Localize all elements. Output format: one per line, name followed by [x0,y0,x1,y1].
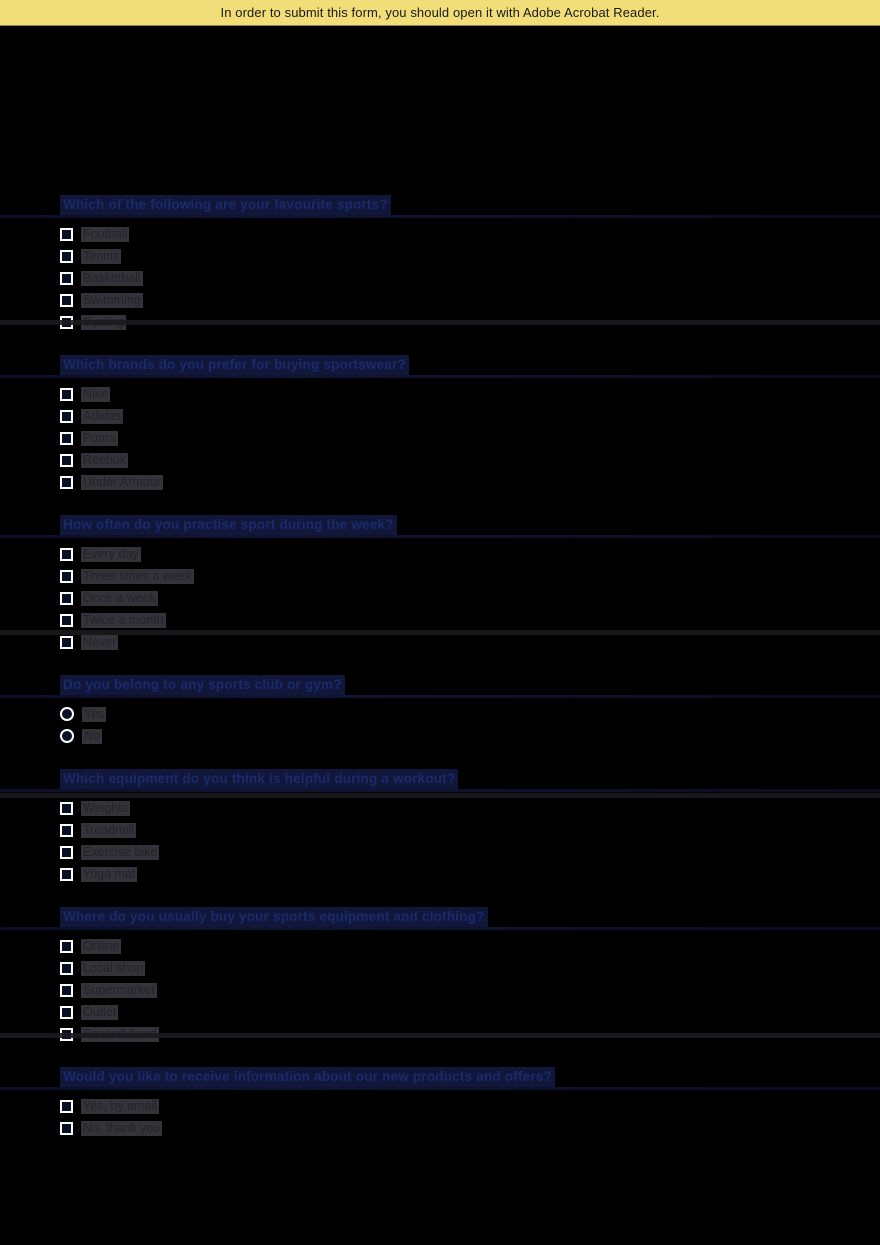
checkbox[interactable] [60,454,73,467]
option-label: Online [83,938,120,953]
option-row[interactable] [60,819,880,841]
section-divider [0,215,880,218]
scan-artifact-band [0,630,880,635]
option-row[interactable] [60,797,880,819]
question-title-row [60,675,880,697]
form-questions-container [0,195,880,1161]
question-title-row [60,769,880,791]
checkbox[interactable] [60,410,73,423]
checkbox[interactable] [60,1006,73,1019]
question-block [0,355,880,493]
section-divider [0,535,880,538]
question-title-row [60,515,880,537]
option-label: Weights [83,800,128,815]
question-title: Which equipment do you think is helpful during a workout? [60,769,458,789]
option-row[interactable] [60,267,880,289]
option-list [60,703,880,747]
checkbox[interactable] [60,228,73,241]
option-label: Nike [83,386,109,401]
option-list [60,223,880,333]
option-label: Twice a month [83,612,164,627]
option-label: Every day [83,546,139,561]
checkbox[interactable] [60,940,73,953]
option-row[interactable] [60,979,880,1001]
question-title-row [60,907,880,929]
option-row[interactable] [60,223,880,245]
question-title-row [60,355,880,377]
option-label: No, thank you [83,1120,161,1135]
question-title: Do you belong to any sports club or gym? [60,675,345,695]
checkbox[interactable] [60,846,73,859]
option-row[interactable] [60,1095,880,1117]
acrobat-notification-bar [0,0,880,26]
checkbox[interactable] [60,984,73,997]
question-block [0,195,880,333]
option-list [60,543,880,653]
option-row[interactable] [60,427,880,449]
option-label: Reebok [83,452,127,467]
checkbox[interactable] [60,636,73,649]
section-divider [0,789,880,792]
option-row[interactable] [60,703,880,725]
option-row[interactable] [60,565,880,587]
question-title: Would you like to receive information about our new products and offers? [60,1067,555,1087]
scan-artifact-band [0,793,880,798]
checkbox[interactable] [60,388,73,401]
option-label: Under Armour [83,474,161,489]
checkbox[interactable] [60,1122,73,1135]
option-row[interactable] [60,449,880,471]
checkbox[interactable] [60,1100,73,1113]
option-label: Outlet [83,1004,117,1019]
option-label: Adidas [83,408,122,423]
section-divider [0,375,880,378]
option-row[interactable] [60,609,880,631]
option-row[interactable] [60,383,880,405]
option-row[interactable] [60,863,880,885]
question-block [0,1067,880,1139]
option-row[interactable] [60,1001,880,1023]
checkbox[interactable] [60,476,73,489]
option-label: Yes [84,706,105,721]
option-label: Football [83,226,128,241]
option-row[interactable] [60,935,880,957]
checkbox[interactable] [60,294,73,307]
option-label: Yoga mat [83,866,136,881]
question-block [0,769,880,885]
radio-button[interactable] [60,729,74,743]
option-label: Exercise bike [83,844,158,859]
radio-button[interactable] [60,707,74,721]
pdf-page [0,27,880,1245]
option-label: Never [83,634,117,649]
option-list [60,797,880,885]
scan-artifact-band [0,1033,880,1038]
option-list [60,935,880,1045]
option-list [60,383,880,493]
checkbox[interactable] [60,868,73,881]
option-row[interactable] [60,289,880,311]
notification-message: In order to submit this form, you should open it with Adobe Acrobat Reader. [220,5,660,20]
question-title: Where do you usually buy your sports equipment and clothing? [60,907,488,927]
option-label: Once a week [83,590,156,605]
option-label: No [84,728,100,743]
checkbox[interactable] [60,802,73,815]
option-label: Basketball [83,270,141,285]
checkbox[interactable] [60,824,73,837]
option-label: Swimming [83,292,141,307]
option-label: Puma [83,430,116,445]
checkbox[interactable] [60,548,73,561]
checkbox[interactable] [60,432,73,445]
question-block [0,907,880,1045]
option-row[interactable] [60,587,880,609]
question-title: Which of the following are your favourite sports? [60,195,391,215]
option-label: Three times a week [83,568,193,583]
section-divider [0,695,880,698]
section-divider [0,1087,880,1090]
checkbox[interactable] [60,614,73,627]
option-row[interactable] [60,1117,880,1139]
checkbox[interactable] [60,272,73,285]
checkbox[interactable] [60,592,73,605]
question-block [0,675,880,747]
question-title: How often do you practise sport during the week? [60,515,397,535]
option-row[interactable] [60,841,880,863]
scan-artifact-band [0,320,880,325]
option-label: Local shop [83,960,144,975]
question-title-row [60,1067,880,1089]
option-label: Treadmill [83,822,134,837]
checkbox[interactable] [60,570,73,583]
checkbox[interactable] [60,250,73,263]
checkbox[interactable] [60,962,73,975]
option-row[interactable] [60,471,880,493]
option-row[interactable] [60,725,880,747]
option-label: Tennis [83,248,120,263]
option-row[interactable] [60,405,880,427]
option-list [60,1095,880,1139]
section-divider [0,927,880,930]
question-title: Which brands do you prefer for buying sportswear? [60,355,409,375]
option-row[interactable] [60,957,880,979]
question-title-row [60,195,880,217]
option-label: Supermarket [83,982,155,997]
option-row[interactable] [60,245,880,267]
option-row[interactable] [60,543,880,565]
option-label: Yes, by email [83,1098,157,1113]
